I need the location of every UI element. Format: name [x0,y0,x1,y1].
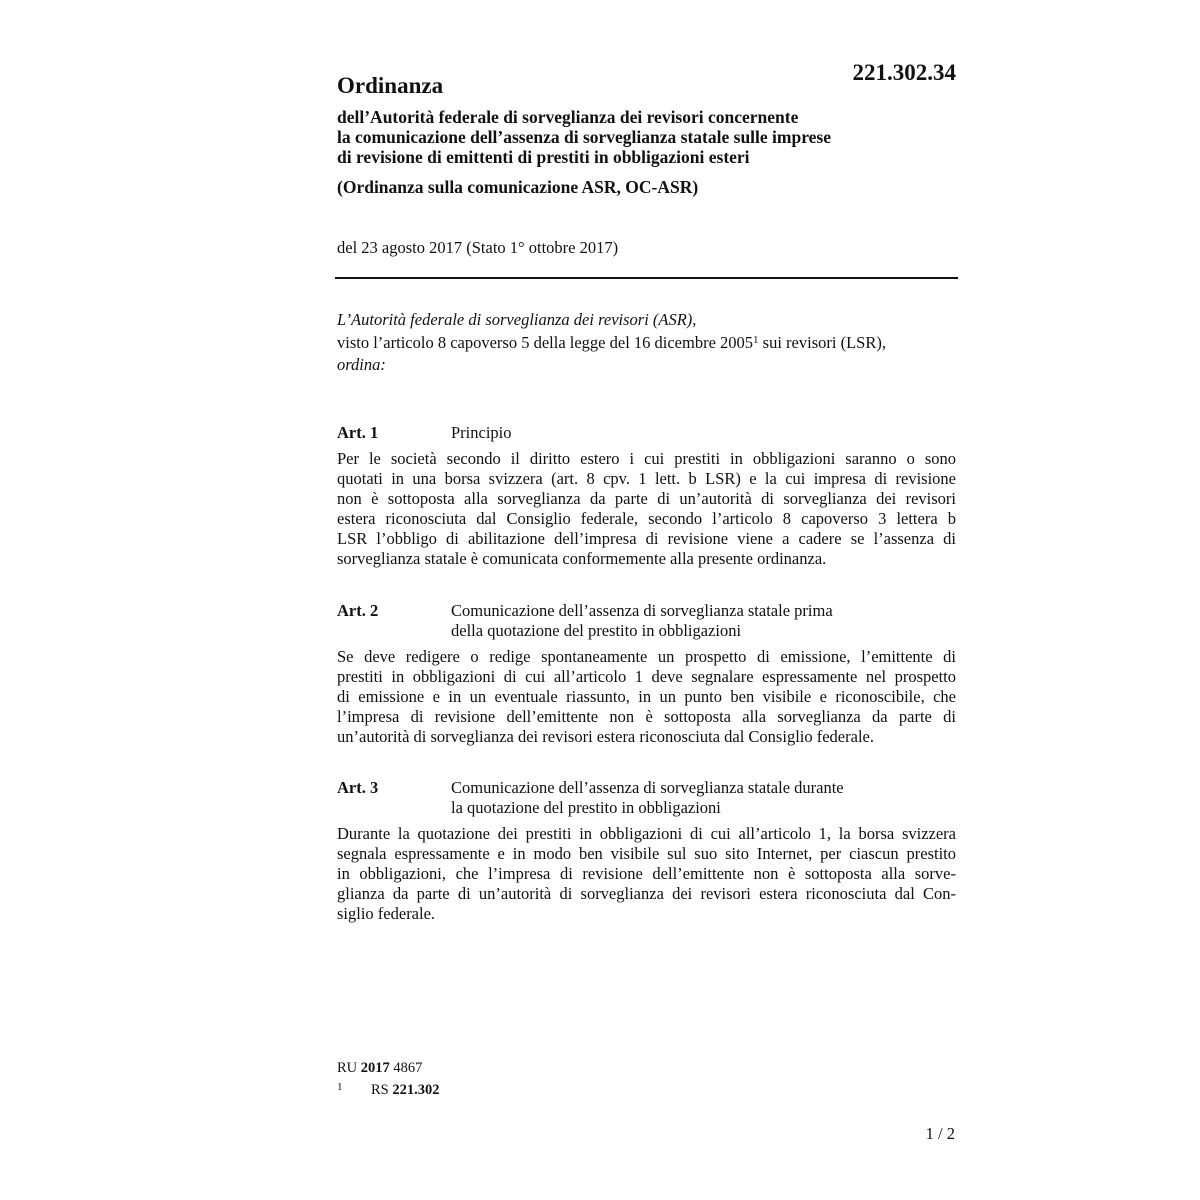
body-line: di emissione e in un eventuale riassunto, in un punto ben visibile e riconoscibile, che [337,687,956,706]
body-line: siglio federale. [337,904,436,923]
subtitle-line: di revisione di emittenti di prestiti in obbligazioni esteri [337,147,750,167]
article-title-line: la quotazione del prestito in obbligazioni [451,798,721,817]
body-line: l’impresa di revisione dell’emittente non è sottoposta alla sorveglianza da parte di [337,707,956,726]
article-heading [337,601,956,641]
footnote [337,1078,440,1100]
header-divider [335,277,958,279]
body-line: non è sottoposta alla sorveglianza da parte di un’autorità di sorveglianza dei revisori [337,489,956,508]
short-title: (Ordinanza sulla comunicazione ASR, OC-ASR) [337,177,699,197]
body-line: prestiti in obbligazioni di cui all’articolo 1 deve segnalare espressamente nel prospetto [337,667,956,686]
article-number: Art. 3 [337,778,379,797]
body-line: Per le società secondo il diritto estero i cui prestiti in obbligazioni saranno o sono [337,449,956,468]
preamble [337,309,957,377]
body-line: segnala espressamente e in modo ben visibile sul suo sito Internet, per ciascun prestito [337,844,956,863]
ru-prefix: RU [337,1060,361,1076]
subtitle-line: dell’Autorità federale di sorveglianza dei revisori concernente [337,107,799,127]
article-number: Art. 2 [337,601,379,620]
body-line: un’autorità di sorveglianza dei revisori estera riconosciuta dal Consiglio federale. [337,727,874,746]
body-line: LSR l’obbligo di abilitazione dell’impresa di revisione viene a cadere se l’assenza di [337,529,956,548]
article-title-line: della quotazione del prestito in obbligazioni [451,621,742,640]
article-number: Art. 1 [337,423,379,442]
legal-basis-text-end: sui revisori (LSR), [758,332,886,352]
article-title [451,778,956,818]
preamble-ordains: ordina: [337,355,386,374]
document-title: Ordinanza [337,73,444,98]
body-line: estera riconosciuta dal Consiglio federale, secondo l’articolo 8 capoverso 3 lettera b [337,509,956,528]
article-title-line: Principio [451,423,512,442]
body-line: Se deve redigere o redige spontaneamente un prospetto di emissione, l’emittente di [337,647,956,666]
preamble-authority: L’Autorità federale di sorveglianza dei revisori (ASR), [337,310,697,329]
body-line: glianza da parte di un’autorità di sorveglianza dei revisori estera riconosciuta dal Con- [337,884,956,903]
subtitle-line: la comunicazione dell’assenza di sorveglianza statale sulle imprese [337,127,832,147]
date-status-line: del 23 agosto 2017 (Stato 1° ottobre 2017) [337,238,619,257]
systematic-number: 221.302.34 [852,60,956,85]
preamble-legal-basis [337,332,957,355]
body-line: sorveglianza statale è comunicata conformemente alla presente ordinanza. [337,549,827,568]
page-number: 1 / 2 [925,1124,955,1143]
body-line: in obbligazioni, che l’impresa di revisione dell’emittente non è sottoposta alla sorve- [337,864,956,883]
footnote-reference[interactable]: 1 [753,333,759,346]
official-compilation-reference [337,1059,440,1078]
article-heading [337,778,956,818]
footnote-number: 221.302 [392,1082,440,1098]
article-title-line: Comunicazione dell’assenza di sorveglianza statale prima [451,601,833,620]
article-body [337,647,956,747]
article-3 [337,778,956,924]
article-2 [337,601,956,747]
article-body [337,824,956,924]
ru-page: 4867 [389,1060,423,1076]
body-line: quotati in una borsa svizzera (art. 8 cpv. 1 lett. b LSR) e la cui impresa di revisione [337,469,956,488]
footnote-prefix: RS [371,1082,393,1098]
document-subtitle [337,107,957,167]
article-title-line: Comunicazione dell’assenza di sorveglianza statale durante [451,778,844,797]
page-footer [337,1059,440,1100]
article-title [451,423,956,443]
article-body [337,449,956,569]
footnote-mark: 1 [337,1081,343,1093]
article-heading [337,423,956,443]
ru-year: 2017 [360,1060,390,1076]
legal-basis-text: visto l’articolo 8 capoverso 5 della legge del 16 dicembre 2005 [337,332,754,352]
article-title [451,601,956,641]
article-1 [337,423,956,569]
body-line: Durante la quotazione dei prestiti in obbligazioni di cui all’articolo 1, la borsa svizzera [337,824,956,843]
